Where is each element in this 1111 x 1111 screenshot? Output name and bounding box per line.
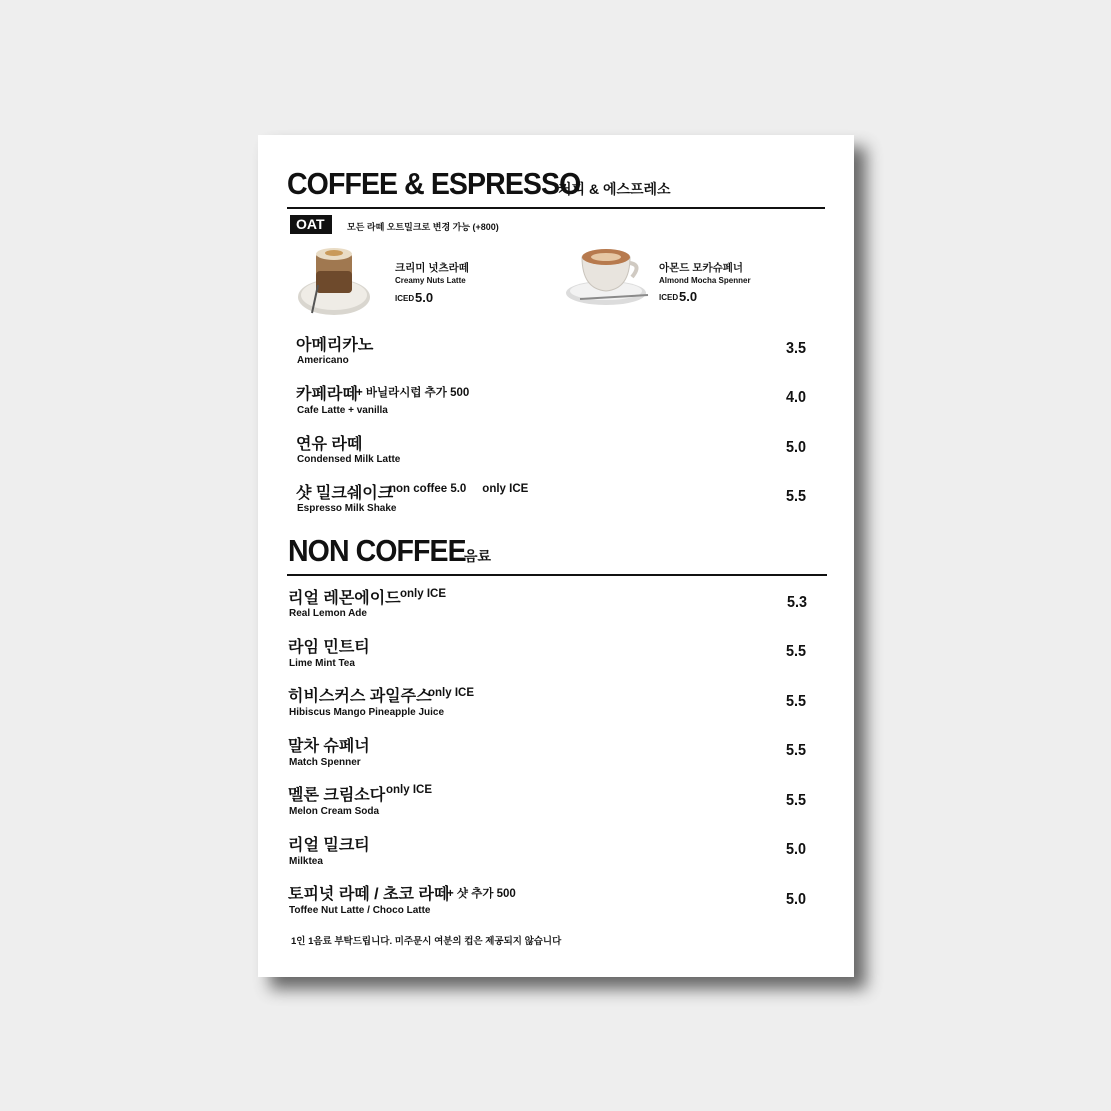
- menu-item-name-en: Real Lemon Ade: [289, 608, 367, 619]
- menu-item-name-ko: 카페라떼: [296, 386, 358, 403]
- menu-item-price: 5.3: [787, 594, 808, 611]
- menu-item-note: + 바닐라시럽 추가 500: [356, 387, 470, 399]
- menu-item-name-ko: 말차 슈페너: [288, 738, 370, 755]
- menu-item-name-en: Melon Cream Soda: [289, 806, 380, 817]
- menu-item-name-ko: 아메리카노: [296, 337, 374, 354]
- menu-item-price: 5.0: [786, 891, 807, 908]
- menu-item-name-en: Condensed Milk Latte: [297, 454, 401, 465]
- menu-item-price: 5.0: [786, 841, 807, 858]
- menu-item-name-ko: 리얼 레몬에이드: [288, 590, 401, 607]
- menu-item-name-en: Americano: [297, 355, 349, 366]
- noncoffee-section-title-ko: 음료: [464, 548, 492, 564]
- menu-item-name-en: Lime Mint Tea: [289, 658, 355, 669]
- featured-1-iced-label: ICED: [395, 294, 415, 303]
- featured-2-price: 5.0: [679, 289, 698, 304]
- noncoffee-section-title: NON COFFEE: [288, 533, 466, 568]
- menu-item-note: non coffee 5.0 only ICE: [389, 483, 529, 495]
- menu-item-name-ko: 히비스커스 과일주스: [288, 688, 432, 705]
- menu-page: [258, 135, 854, 977]
- menu-item-name-ko: 샷 밀크쉐이크: [296, 485, 394, 502]
- coffee-divider: [287, 207, 825, 209]
- menu-item-name-en: Toffee Nut Latte / Choco Latte: [289, 905, 431, 916]
- menu-item-price: 5.5: [786, 742, 807, 759]
- menu-item-price: 5.5: [786, 693, 807, 710]
- menu-item-price: 5.5: [786, 488, 807, 505]
- menu-item-name-en: Hibiscus Mango Pineapple Juice: [289, 707, 445, 718]
- menu-item-name-en: Espresso Milk Shake: [297, 503, 397, 514]
- noncoffee-divider: [287, 574, 827, 576]
- almond-mocha-spenner-photo: [560, 239, 656, 311]
- footer-note: 1인 1음료 부탁드립니다. 미주문시 여분의 컵은 제공되지 않습니다: [291, 936, 562, 947]
- menu-item-note: + 샷 추가 500: [447, 888, 516, 900]
- menu-item-note: only ICE: [386, 784, 433, 796]
- menu-item-name-ko: 리얼 밀크티: [288, 837, 370, 854]
- menu-item-note: only ICE: [428, 687, 475, 699]
- featured-1-name-en: Creamy Nuts Latte: [395, 276, 466, 285]
- menu-item-name-ko: 토피넛 라떼 / 초코 라떼: [288, 886, 450, 903]
- featured-2-name-ko: 아몬드 모카슈페너: [659, 262, 744, 274]
- menu-item-name-en: Cafe Latte + vanilla: [297, 405, 388, 416]
- featured-2-name-en: Almond Mocha Spenner: [659, 276, 751, 285]
- menu-item-price: 5.0: [786, 439, 807, 456]
- featured-1-name-ko: 크리미 넛츠라떼: [395, 262, 469, 274]
- oat-note: 모든 라떼 오트밀크로 변경 가능 (+800): [347, 222, 499, 232]
- menu-item-price: 3.5: [786, 340, 807, 357]
- menu-item-name-ko: 연유 라떼: [296, 436, 363, 453]
- featured-1-price: 5.0: [415, 290, 434, 305]
- oat-badge: OAT: [290, 215, 332, 234]
- menu-item-price: 4.0: [786, 389, 807, 406]
- coffee-section-title-ko: 커피 & 에스프레소: [558, 181, 671, 197]
- menu-item-note: only ICE: [400, 588, 447, 600]
- menu-item-name-en: Milktea: [289, 856, 323, 867]
- menu-item-price: 5.5: [786, 792, 807, 809]
- menu-item-price: 5.5: [786, 643, 807, 660]
- menu-item-name-ko: 라임 민트티: [288, 639, 370, 656]
- menu-item-name-en: Match Spenner: [289, 757, 361, 768]
- menu-item-name-ko: 멜론 크림소다: [288, 787, 386, 804]
- creamy-nuts-latte-photo: [296, 241, 376, 319]
- featured-2-iced-label: ICED: [659, 293, 679, 302]
- coffee-section-title: COFFEE & ESPRESSO: [287, 166, 581, 201]
